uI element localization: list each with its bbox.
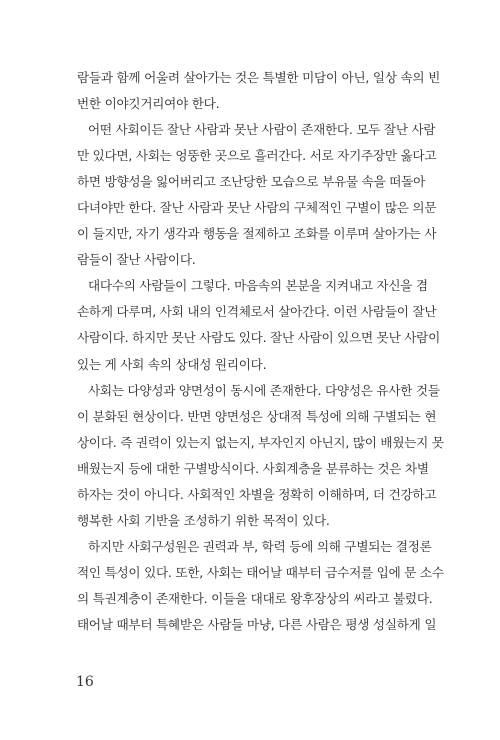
text-line: 하면 방향성을 잃어버리고 조난당한 모습으로 부유물 속을 떠돌아: [77, 174, 425, 189]
text-line: 이 들지만, 자기 생각과 행동을 절제하고 조화를 이루며 살아가는 사: [77, 226, 437, 241]
text-line: 적인 특성이 있다. 또한, 사회는 태어날 때부터 금수저를 입에 문 소수: [77, 565, 444, 580]
text-line: 태어날 때부터 특혜받은 사람들 마냥, 다른 사람은 평생 성실하게 일: [77, 617, 437, 632]
text-line: 대다수의 사람들이 그렇다. 마음속의 본분을 지켜내고 자신을 겸: [88, 278, 428, 293]
text-line: 상이다. 즉 권력이 있는지 없는지, 부자인지 아닌지, 많이 배웠는지 못: [77, 435, 444, 450]
text-line: 하자는 것이 아니다. 사회적인 차별을 정확히 이해하며, 더 건강하고: [77, 487, 437, 502]
text-line: 행복한 사회 기반을 조성하기 위한 목적이 있다.: [77, 513, 330, 528]
text-line: 다녀야만 한다. 잘난 사람과 못난 사람의 구체적인 구별이 많은 의문: [77, 200, 437, 215]
text-line: 하지만 사회구성원은 권력과 부, 학력 등에 의해 구별되는 결정론: [88, 539, 432, 554]
text-line: 사회는 다양성과 양면성이 동시에 존재한다. 다양성은 유사한 것들: [88, 383, 440, 398]
text-line: 만 있다면, 사회는 엉뚱한 곳으로 흘러간다. 서로 자기주장만 옳다고: [77, 148, 437, 163]
text-line: 람들이 잘난 사람이다.: [77, 252, 196, 267]
text-line: 사람이다. 하지만 못난 사람도 있다. 잘난 사람이 있으면 못난 사람이: [77, 330, 441, 345]
text-line: 이 분화된 현상이다. 반면 양면성은 상대적 특성에 의해 구별되는 현: [77, 409, 437, 424]
text-line: 의 특권계층이 존재한다. 이들을 대대로 왕후장상의 씨라고 불렀다.: [77, 591, 433, 606]
text-line: 번한 이야깃거리여야 한다.: [77, 96, 220, 111]
text-line: 어떤 사회이든 잘난 사람과 못난 사람이 존재한다. 모두 잘난 사람: [88, 122, 436, 137]
text-line: 배웠는지 등에 대한 구별방식이다. 사회계층을 분류하는 것은 차별: [77, 461, 429, 476]
text-line: 람들과 함께 어울려 살아가는 것은 특별한 미담이 아닌, 일상 속의 빈: [77, 70, 441, 85]
page-number: 16: [76, 674, 94, 690]
text-line: 있는 게 사회 속의 상대성 원리이다.: [77, 357, 267, 372]
text-line: 손하게 다루며, 사회 내의 인격체로서 살아간다. 이런 사람들이 잘난: [77, 304, 437, 319]
